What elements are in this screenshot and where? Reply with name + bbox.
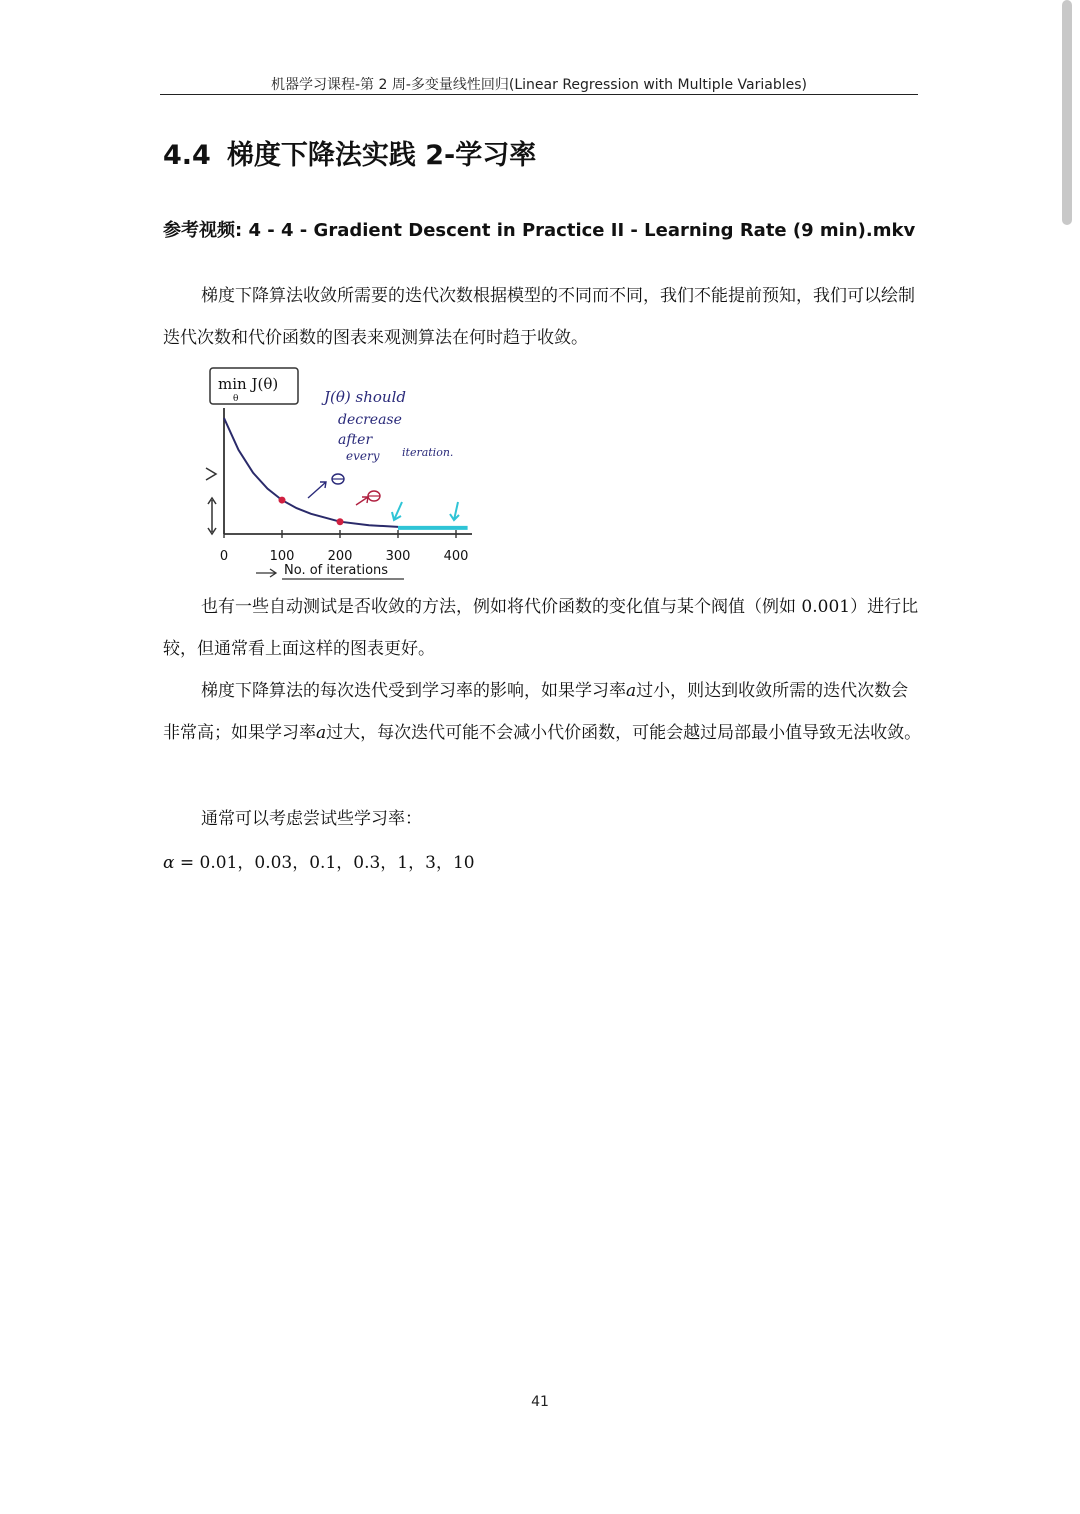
annotation-line-2: decrease [338, 412, 402, 428]
cost-chart-svg [196, 362, 486, 584]
annotation-line-5: iteration. [402, 446, 454, 459]
reference-video [163, 216, 915, 242]
learning-rate-values [163, 842, 475, 884]
x-axis-label: No. of iterations [284, 563, 389, 578]
alpha-symbol: α [163, 853, 175, 873]
x-tick-label-400: 400 [443, 549, 469, 564]
x-tick-labels [220, 530, 469, 564]
x-tick-label-100: 100 [269, 549, 295, 564]
arrow-annotation-1-icon [308, 482, 326, 498]
section-title-text: 梯度下降法实践 2-学习率 [226, 140, 537, 171]
paragraph-iterations: 梯度下降算法收敛所需要的迭代次数根据模型的不同而不同，我们不能提前预知，我们可以绘制迭代次数和代价函数的图表来观测算法在何时趋于收敛。 [163, 286, 915, 348]
min-j-label: min J(θ) [218, 375, 279, 393]
paragraph-try-rates: 通常可以考虑尝试些学习率： [201, 809, 422, 829]
highlight-arrow-1-icon [392, 502, 402, 520]
reference-video-label: 参考视频: [163, 220, 243, 241]
x-tick-label-300: 300 [385, 549, 411, 564]
learning-rate-symbol-1: a [626, 681, 637, 701]
section-number: 4.4 [163, 140, 211, 171]
x-tick-label-200: 200 [327, 549, 353, 564]
x-tick-label-0: 0 [219, 549, 229, 564]
header-rule [160, 94, 918, 95]
min-j-subscript: θ [233, 394, 239, 404]
marked-point-1 [279, 497, 286, 504]
y-axis-mark-icon [206, 468, 216, 480]
paragraph-learning-rate-part-1: 梯度下降算法的每次迭代受到学习率的影响，如果学习率 [201, 681, 626, 701]
cost-vs-iterations-figure [196, 362, 486, 584]
paragraph-learning-rate-part-2: 过小，则达到收敛所需的迭代次数会非常高；如果学习率 [163, 681, 909, 743]
arrow-annotation-2-icon [356, 497, 368, 505]
page-number: 41 [531, 1394, 549, 1410]
learning-rate-symbol-2: a [316, 723, 327, 743]
section-title [163, 133, 536, 172]
paragraph-learning-rate-part-3: 过大，每次迭代可能不会减小代价函数，可能会越过局部最小值导致无法收敛。 [326, 723, 922, 743]
y-axis-arrow-icon [208, 498, 216, 534]
reference-video-title: 4 - 4 - Gradient Descent in Practice II - Learning Rate (9 min).mkv [248, 220, 916, 241]
paragraph-auto-test: 也有一些自动测试是否收敛的方法，例如将代价函数的变化值与某个阀值（例如 0.001）进行比较，但通常看上面这样的图表更好。 [163, 597, 919, 659]
xlabel-arrow-icon [256, 569, 276, 577]
paragraph-learning-rate [163, 670, 923, 754]
annotation-group [321, 388, 453, 463]
marked-point-2 [337, 518, 344, 525]
annotation-line-3: after [338, 432, 373, 448]
annotation-line-1: J(θ) should [324, 388, 406, 406]
learning-rate-list: = 0.01，0.03，0.1，0.3，1，3，10 [174, 853, 475, 873]
highlight-arrow-2-icon [450, 502, 459, 520]
running-header: 机器学习课程-第 2 周-多变量线性回归(Linear Regression with Multiple Variables) [270, 77, 807, 93]
vertical-scrollbar[interactable] [1062, 0, 1072, 225]
annotation-line-4: every [346, 449, 380, 463]
